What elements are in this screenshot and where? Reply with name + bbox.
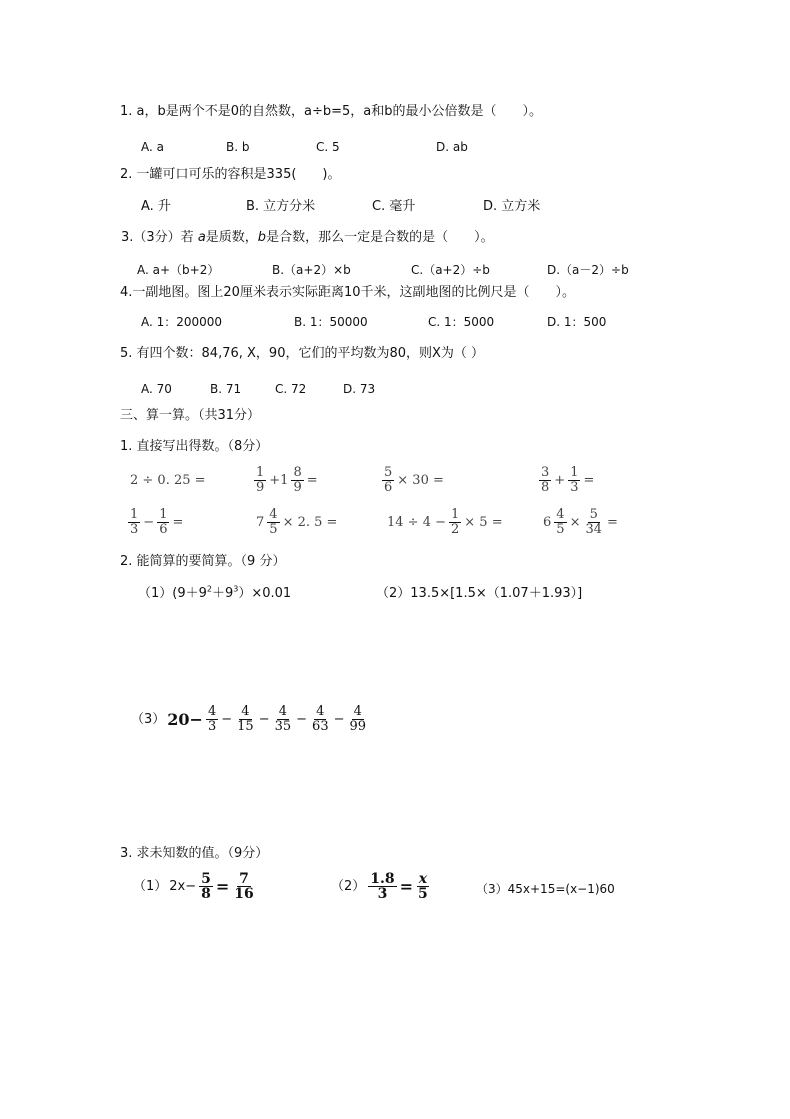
q5-option-a: A. 70 xyxy=(141,382,172,396)
q3-text-a: 3.（3分）若 xyxy=(121,230,198,245)
q2-option-a: A. 升 xyxy=(141,199,171,214)
s2-title: 2. 能简算的要简算。（9 分） xyxy=(120,554,286,569)
s1-expr-8: 6 $\frac{4}{5}$ × $\frac{5}{34}$ = xyxy=(543,507,618,537)
q4-option-c: C. 1：5000 xyxy=(428,315,495,329)
s1-expr-7: 14 ÷ 4 − $\frac{1}{2}$ × 5 = xyxy=(387,507,503,537)
q3-text xyxy=(121,230,494,246)
q3-option-b: B.（a+2）×b xyxy=(272,263,351,277)
s2-problem-2: （2）13.5×[1.5×（1.07＋1.93）] xyxy=(376,586,583,601)
q4-text: 4.一副地图。图上20厘米表示实际距离10千米，这副地图的比例尺是（ ）。 xyxy=(120,285,575,300)
q4-option-b: B. 1：50000 xyxy=(294,315,368,329)
s1-expr-2: $\frac{1}{9}$ +1 $\frac{8}{9}$ = xyxy=(256,465,318,495)
q3-var-b: b xyxy=(257,230,267,245)
s2-problem-1: $(1)(9+9^2+9^3)\times 0.01$ xyxy=(138,584,292,601)
q1-option-c: C. 5 xyxy=(316,140,340,154)
q1-option-a: A. a xyxy=(141,140,164,154)
s1-expr-5: $\frac{1}{3}$ − $\frac{1}{6}$ = xyxy=(130,507,184,537)
section3-title: 三、算一算。（共31分） xyxy=(120,408,261,423)
q4-option-a: A. 1：200000 xyxy=(141,315,223,329)
s1-expr-4: $\frac{3}{8}$ + $\frac{1}{3}$ = xyxy=(541,465,595,495)
s3-problem-2: （2） $\frac{1.8}{3}$ = $\frac{x}{5}$ xyxy=(331,871,428,902)
q3-option-a: A. a+（b+2） xyxy=(137,263,220,277)
s3-problem-3: （3）45x+15=(x−1)60 xyxy=(476,882,615,896)
s1-expr-3: $\frac{5}{6}$ × 30 = xyxy=(384,465,444,495)
q3-option-c: C.（a+2）÷b xyxy=(411,263,490,277)
q2-option-b: B. 立方分米 xyxy=(246,199,316,214)
q5-option-b: B. 71 xyxy=(210,382,242,396)
q3-option-d: D.（a－2）÷b xyxy=(547,263,629,277)
q5-option-d: D. 73 xyxy=(343,382,376,396)
s1-expr-6: 7 $\frac{4}{5}$ × 2. 5 = xyxy=(256,507,338,537)
q2-option-c: C. 毫升 xyxy=(372,199,416,214)
q2-text: 2. 一罐可口可乐的容积是335( )。 xyxy=(120,167,341,182)
q3-text-b: 是质数， xyxy=(205,230,258,245)
s1-title: 1. 直接写出得数。（8分） xyxy=(120,439,269,454)
q1-option-d: D. ab xyxy=(436,140,468,154)
s2-problem-3: （3） 20− $\frac{4}{3}$ − $\frac{4}{15}$ − $\frac{4}{35}$ − $\frac{4}{63}$ − $\frac{4}{99}$ xyxy=(131,704,367,734)
q5-text: 5. 有四个数：84,76, X，90，它们的平均数为80，则X为（ ） xyxy=(120,346,485,361)
s3-problem-1: （1） 2x− $\frac{5}{8}$ = $\frac{7}{16}$ xyxy=(133,871,254,902)
q3-text-c: 是合数，那么一定是合数的是（ ）。 xyxy=(266,230,494,245)
q1-text: 1. a，b是两个不是0的自然数，a÷b=5，a和b的最小公倍数是（ ）。 xyxy=(120,104,543,119)
s1-expr-1: 2 ÷ 0. 25 = xyxy=(130,473,206,488)
q2-option-d: D. 立方米 xyxy=(483,199,541,214)
q1-option-b: B. b xyxy=(226,140,250,154)
q5-option-c: C. 72 xyxy=(275,382,307,396)
q4-option-d: D. 1：500 xyxy=(547,315,607,329)
s3-title: 3. 求未知数的值。（9分） xyxy=(120,846,269,861)
q3-var-a: a xyxy=(197,230,206,245)
